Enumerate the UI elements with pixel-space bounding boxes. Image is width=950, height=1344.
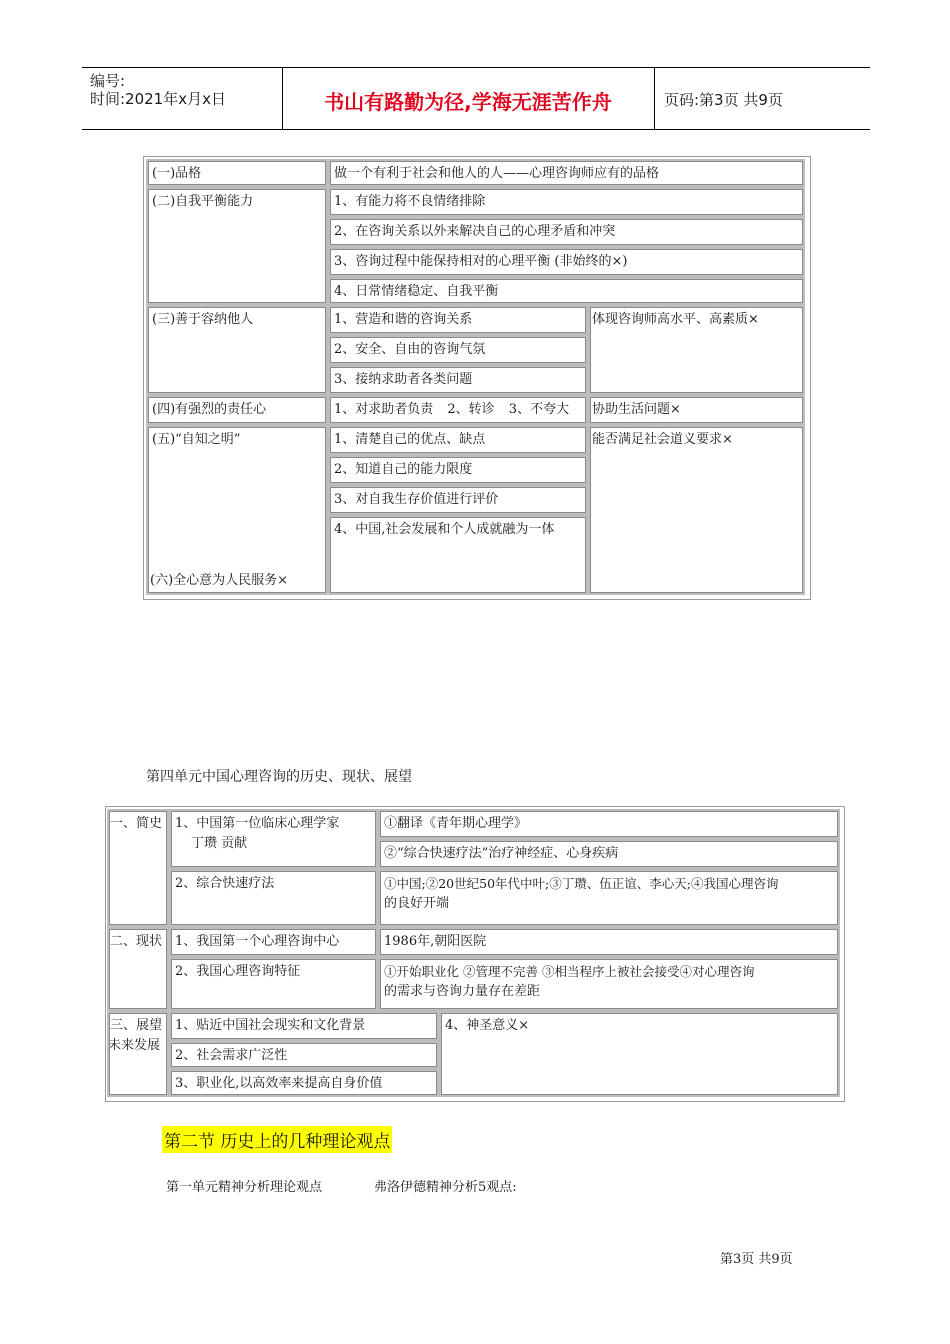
table-cell (328, 187, 805, 217)
table-cell (328, 365, 588, 395)
table-cell (588, 305, 805, 395)
table-cell (328, 485, 588, 515)
table-cell (146, 187, 328, 305)
list-item: 3、对自我生存价值进行评价 (334, 492, 499, 507)
row-label: (五)“自知之明” (152, 432, 241, 447)
table-cell (107, 1011, 169, 1097)
row-label: (一)品格 (152, 166, 202, 181)
table-cell (378, 957, 840, 1011)
table-cell (328, 277, 805, 305)
table-cell (146, 159, 328, 187)
section-label: 二、现状 (110, 934, 163, 949)
footer-page-number: 第3页 共9页 (720, 1252, 793, 1267)
item-label: 1、中国第一位临床心理学家 (175, 816, 340, 831)
list-item: 1、贴近中国社会现实和文化背景 (175, 1018, 366, 1033)
item-label: 1、我国第一个心理咨询中心 (175, 934, 340, 949)
list-item: 4、中国,社会发展和个人成就融为一体 (334, 522, 555, 537)
table-cell (328, 515, 588, 595)
header-meta (90, 72, 226, 108)
page-header (82, 67, 870, 130)
unit-title: 第四单元中国心理咨询的历史、现状、展望 (146, 769, 412, 785)
table-cell (439, 1011, 840, 1097)
item-label: 2、我国心理咨询特征 (175, 964, 301, 979)
table-cell (146, 395, 328, 425)
item-text: ①开始职业化 ②管理不完善 ③相当程序上被社会接受④对心理咨询 (384, 964, 755, 979)
list-item: 4、日常情绪稳定、自我平衡 (334, 284, 499, 299)
row-label: (四)有强烈的责任心 (152, 402, 267, 417)
list-item: 1、清楚自己的优点、缺点 (334, 432, 486, 447)
section-label: 一、简史 (110, 816, 163, 831)
table-cell (107, 927, 169, 1011)
table-cell (169, 1069, 439, 1097)
table-cell (328, 455, 588, 485)
section-label: 三、展望 (110, 1018, 163, 1033)
table-cell (378, 869, 840, 927)
section-label: 未来发展 (108, 1038, 161, 1053)
unit-subtitle: 弗洛伊德精神分析5观点: (374, 1180, 517, 1195)
table-cell (328, 335, 588, 365)
table-cell (169, 869, 378, 927)
table-cell (169, 927, 378, 957)
section-heading: 第二节 历史上的几种理论观点 (162, 1126, 392, 1153)
row-note: 能否满足社会道义要求× (592, 432, 733, 447)
table-cell (169, 809, 378, 869)
list-item: 3、职业化,以高效率来提高自身价值 (175, 1076, 383, 1091)
time-label: 时间:2021年x月x日 (90, 90, 226, 108)
unit-subtitle: 第一单元精神分析理论观点 (166, 1180, 323, 1195)
table-cell (328, 425, 588, 455)
list-item: 3、接纳求助者各类问题 (334, 372, 473, 387)
list-item: 2、在咨询关系以外来解决自己的心理矛盾和冲突 (334, 224, 616, 239)
id-label: 编号: (90, 72, 126, 90)
header-motto: 书山有路勤为径,学海无涯苦作舟 (324, 90, 612, 114)
list-item: 1、营造和谐的咨询关系 (334, 312, 473, 327)
item-label: 2、综合快速疗法 (175, 876, 275, 891)
table-cell (588, 425, 805, 595)
header-page-number: 页码:第3页 共9页 (664, 91, 783, 109)
table-cell (169, 957, 378, 1011)
list-item: 3、咨询过程中能保持相对的心理平衡 (非始终的×) (334, 254, 628, 269)
item-text: ①中国;②20世纪50年代中叶;③丁瓒、伍正谊、李心天;④我国心理咨询 (384, 876, 779, 891)
row-note: 4、神圣意义× (445, 1018, 530, 1033)
table-cell (107, 809, 169, 927)
list-item: 2、安全、自由的咨询气氛 (334, 342, 486, 357)
row-note: 协助生活问题× (592, 402, 681, 417)
table-cell (378, 927, 840, 957)
table-cell (328, 217, 805, 247)
table-cell (169, 1041, 439, 1069)
table-cell (328, 305, 588, 335)
table-cell (328, 247, 805, 277)
item-text: 的需求与咨询力量存在差距 (384, 984, 541, 999)
item-text: 的良好开端 (384, 896, 450, 911)
list-item: ②“综合快速疗法”治疗神经症、心身疾病 (384, 846, 619, 861)
list-item: 2、社会需求广泛性 (175, 1048, 288, 1063)
table-cell (169, 1011, 439, 1041)
table-cell (378, 839, 840, 869)
header-divider (654, 68, 655, 129)
table-cell (588, 395, 805, 425)
row-note: 体现咨询师高水平、高素质× (592, 312, 759, 327)
table-cell (378, 809, 840, 839)
table-cell (146, 305, 328, 395)
row-label: (三)善于容纳他人 (152, 312, 254, 327)
table-cell (146, 425, 328, 595)
item-text: 1986年,朝阳医院 (384, 934, 487, 949)
row-text: 1、对求助者负责 2、转诊 3、不夸大 (334, 402, 570, 417)
row-text: 做一个有利于社会和他人的人——心理咨询师应有的品格 (334, 166, 660, 181)
table-cell (328, 395, 588, 425)
row-label: (二)自我平衡能力 (152, 194, 254, 209)
list-item: 2、知道自己的能力限度 (334, 462, 473, 477)
list-item: 1、有能力将不良情绪排除 (334, 194, 486, 209)
item-label: 丁瓒 贡献 (191, 836, 248, 851)
table-cell (328, 159, 805, 187)
row-label-six: (六)全心意为人民服务× (150, 573, 289, 588)
list-item: ①翻译《青年期心理学》 (384, 816, 528, 831)
